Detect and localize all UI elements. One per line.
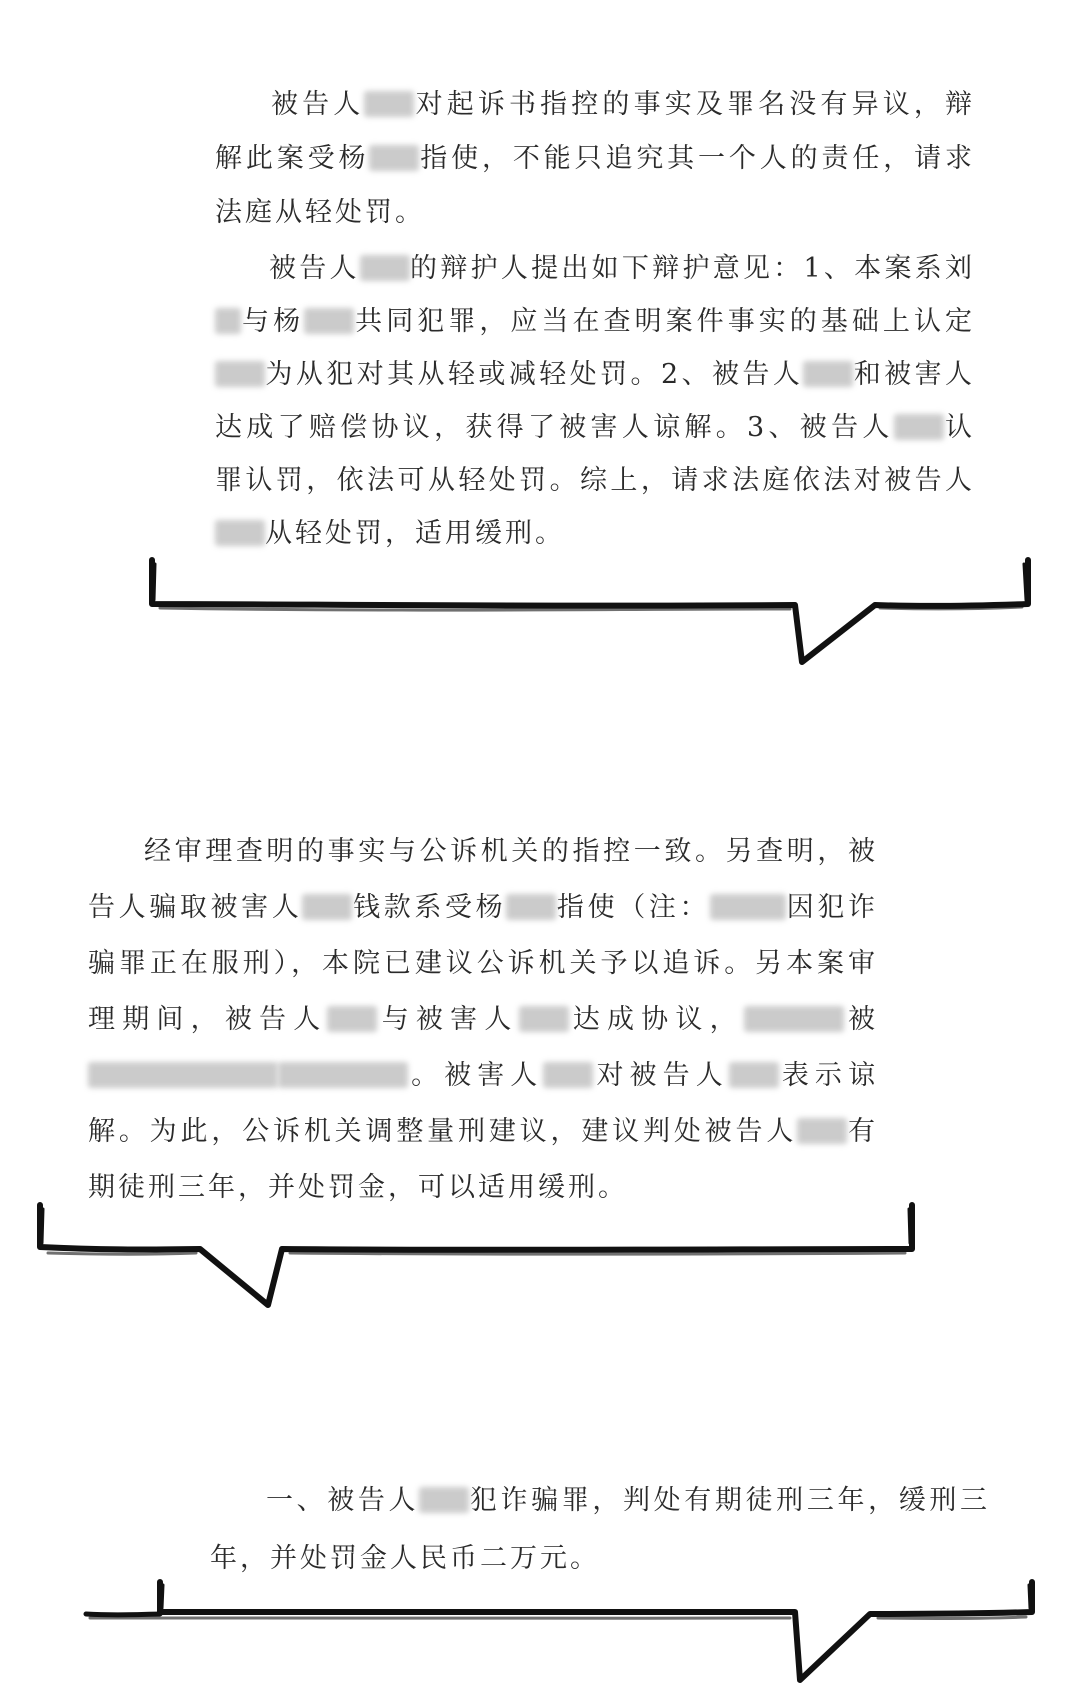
- redaction-blur: [304, 308, 354, 334]
- text-run: 从轻处罚，适用缓刑。: [265, 518, 565, 549]
- redaction-blur: [327, 1006, 377, 1032]
- findings-paragraph: [88, 824, 878, 1216]
- text-run: 因犯诈骗罪正在服刑），本院已建议公诉机关予以追诉。另本案审理期间，被告人: [88, 892, 879, 1035]
- text-run: 。被害人: [408, 1060, 544, 1091]
- defense-counsel-paragraph: [215, 242, 975, 560]
- redaction-blur: [215, 520, 265, 546]
- text-run: 和被害人达成了赔偿协议，获得了被害人谅解。3、被告人: [215, 359, 976, 443]
- redaction-blur: [278, 1062, 408, 1088]
- redaction-blur: [744, 1006, 844, 1032]
- redaction-blur: [797, 1118, 847, 1144]
- redaction-blur: [215, 308, 241, 334]
- excerpt-verdict: [210, 1472, 990, 1588]
- text-run: 经审理查明的事实与公诉机关的指控一致。另查明，被告人骗取被害人: [88, 836, 878, 923]
- text-run: 认罪认罚，依法可从轻处罚。综上，请求法庭依法对被告人: [215, 412, 975, 496]
- speech-bubble-border: [0, 560, 1080, 670]
- text-run: 的辩护人提出如下辩护意见：1、本案系刘: [409, 253, 975, 284]
- redaction-blur: [302, 894, 352, 920]
- redaction-blur: [519, 1006, 569, 1032]
- text-run: 被告人: [271, 89, 365, 120]
- text-run: 表示谅解。为此，公诉机关调整量刑建议，建议判处被告人: [88, 1060, 879, 1147]
- speech-bubble-border: [0, 1582, 1080, 1692]
- redaction-blur: [543, 1062, 593, 1088]
- text-run: 犯诈骗罪，判处有期徒刑三年，缓刑三年，并处罚金人民币二万元。: [210, 1485, 991, 1574]
- redaction-blur: [369, 145, 419, 171]
- excerpt-defendant-defense: [215, 78, 975, 560]
- text-run: 钱款系受杨: [352, 892, 507, 923]
- redaction-blur: [710, 894, 786, 920]
- text-run: 被: [843, 1004, 879, 1035]
- text-run: 被告人: [269, 253, 360, 284]
- redaction-blur: [364, 91, 414, 117]
- redaction-blur: [419, 1487, 469, 1513]
- text-run: 指使，不能只追究其一个人的责任，请求法庭从轻处罚。: [215, 143, 976, 228]
- text-run: 为从犯对其从轻或减轻处罚。2、被告人: [265, 359, 804, 390]
- redaction-blur: [88, 1062, 278, 1088]
- text-run: 共同犯罪，应当在查明案件事实的基础上认定: [354, 306, 976, 337]
- redaction-blur: [729, 1062, 779, 1088]
- verdict-paragraph: [210, 1472, 990, 1588]
- text-run: 与被害人: [377, 1004, 519, 1035]
- text-run: 一、被告人: [266, 1485, 420, 1516]
- redaction-blur: [215, 361, 265, 387]
- redaction-blur: [803, 361, 853, 387]
- text-run: 对起诉书指控的事实及罪名没有异议，辩解此案受杨: [215, 89, 976, 174]
- redaction-blur: [894, 414, 944, 440]
- text-run: 有期徒刑三年，并处罚金，可以适用缓刑。: [88, 1116, 879, 1203]
- text-run: 指使（注：: [556, 892, 711, 923]
- redaction-blur: [506, 894, 556, 920]
- text-run: 达成协议，: [568, 1004, 744, 1035]
- text-run: 与杨: [241, 306, 305, 337]
- text-run: 对被告人: [593, 1060, 729, 1091]
- redaction-blur: [360, 255, 410, 281]
- speech-bubble-border: [0, 1205, 1080, 1315]
- excerpt-court-findings: [88, 824, 878, 1216]
- defendant-statement-paragraph: [215, 78, 975, 240]
